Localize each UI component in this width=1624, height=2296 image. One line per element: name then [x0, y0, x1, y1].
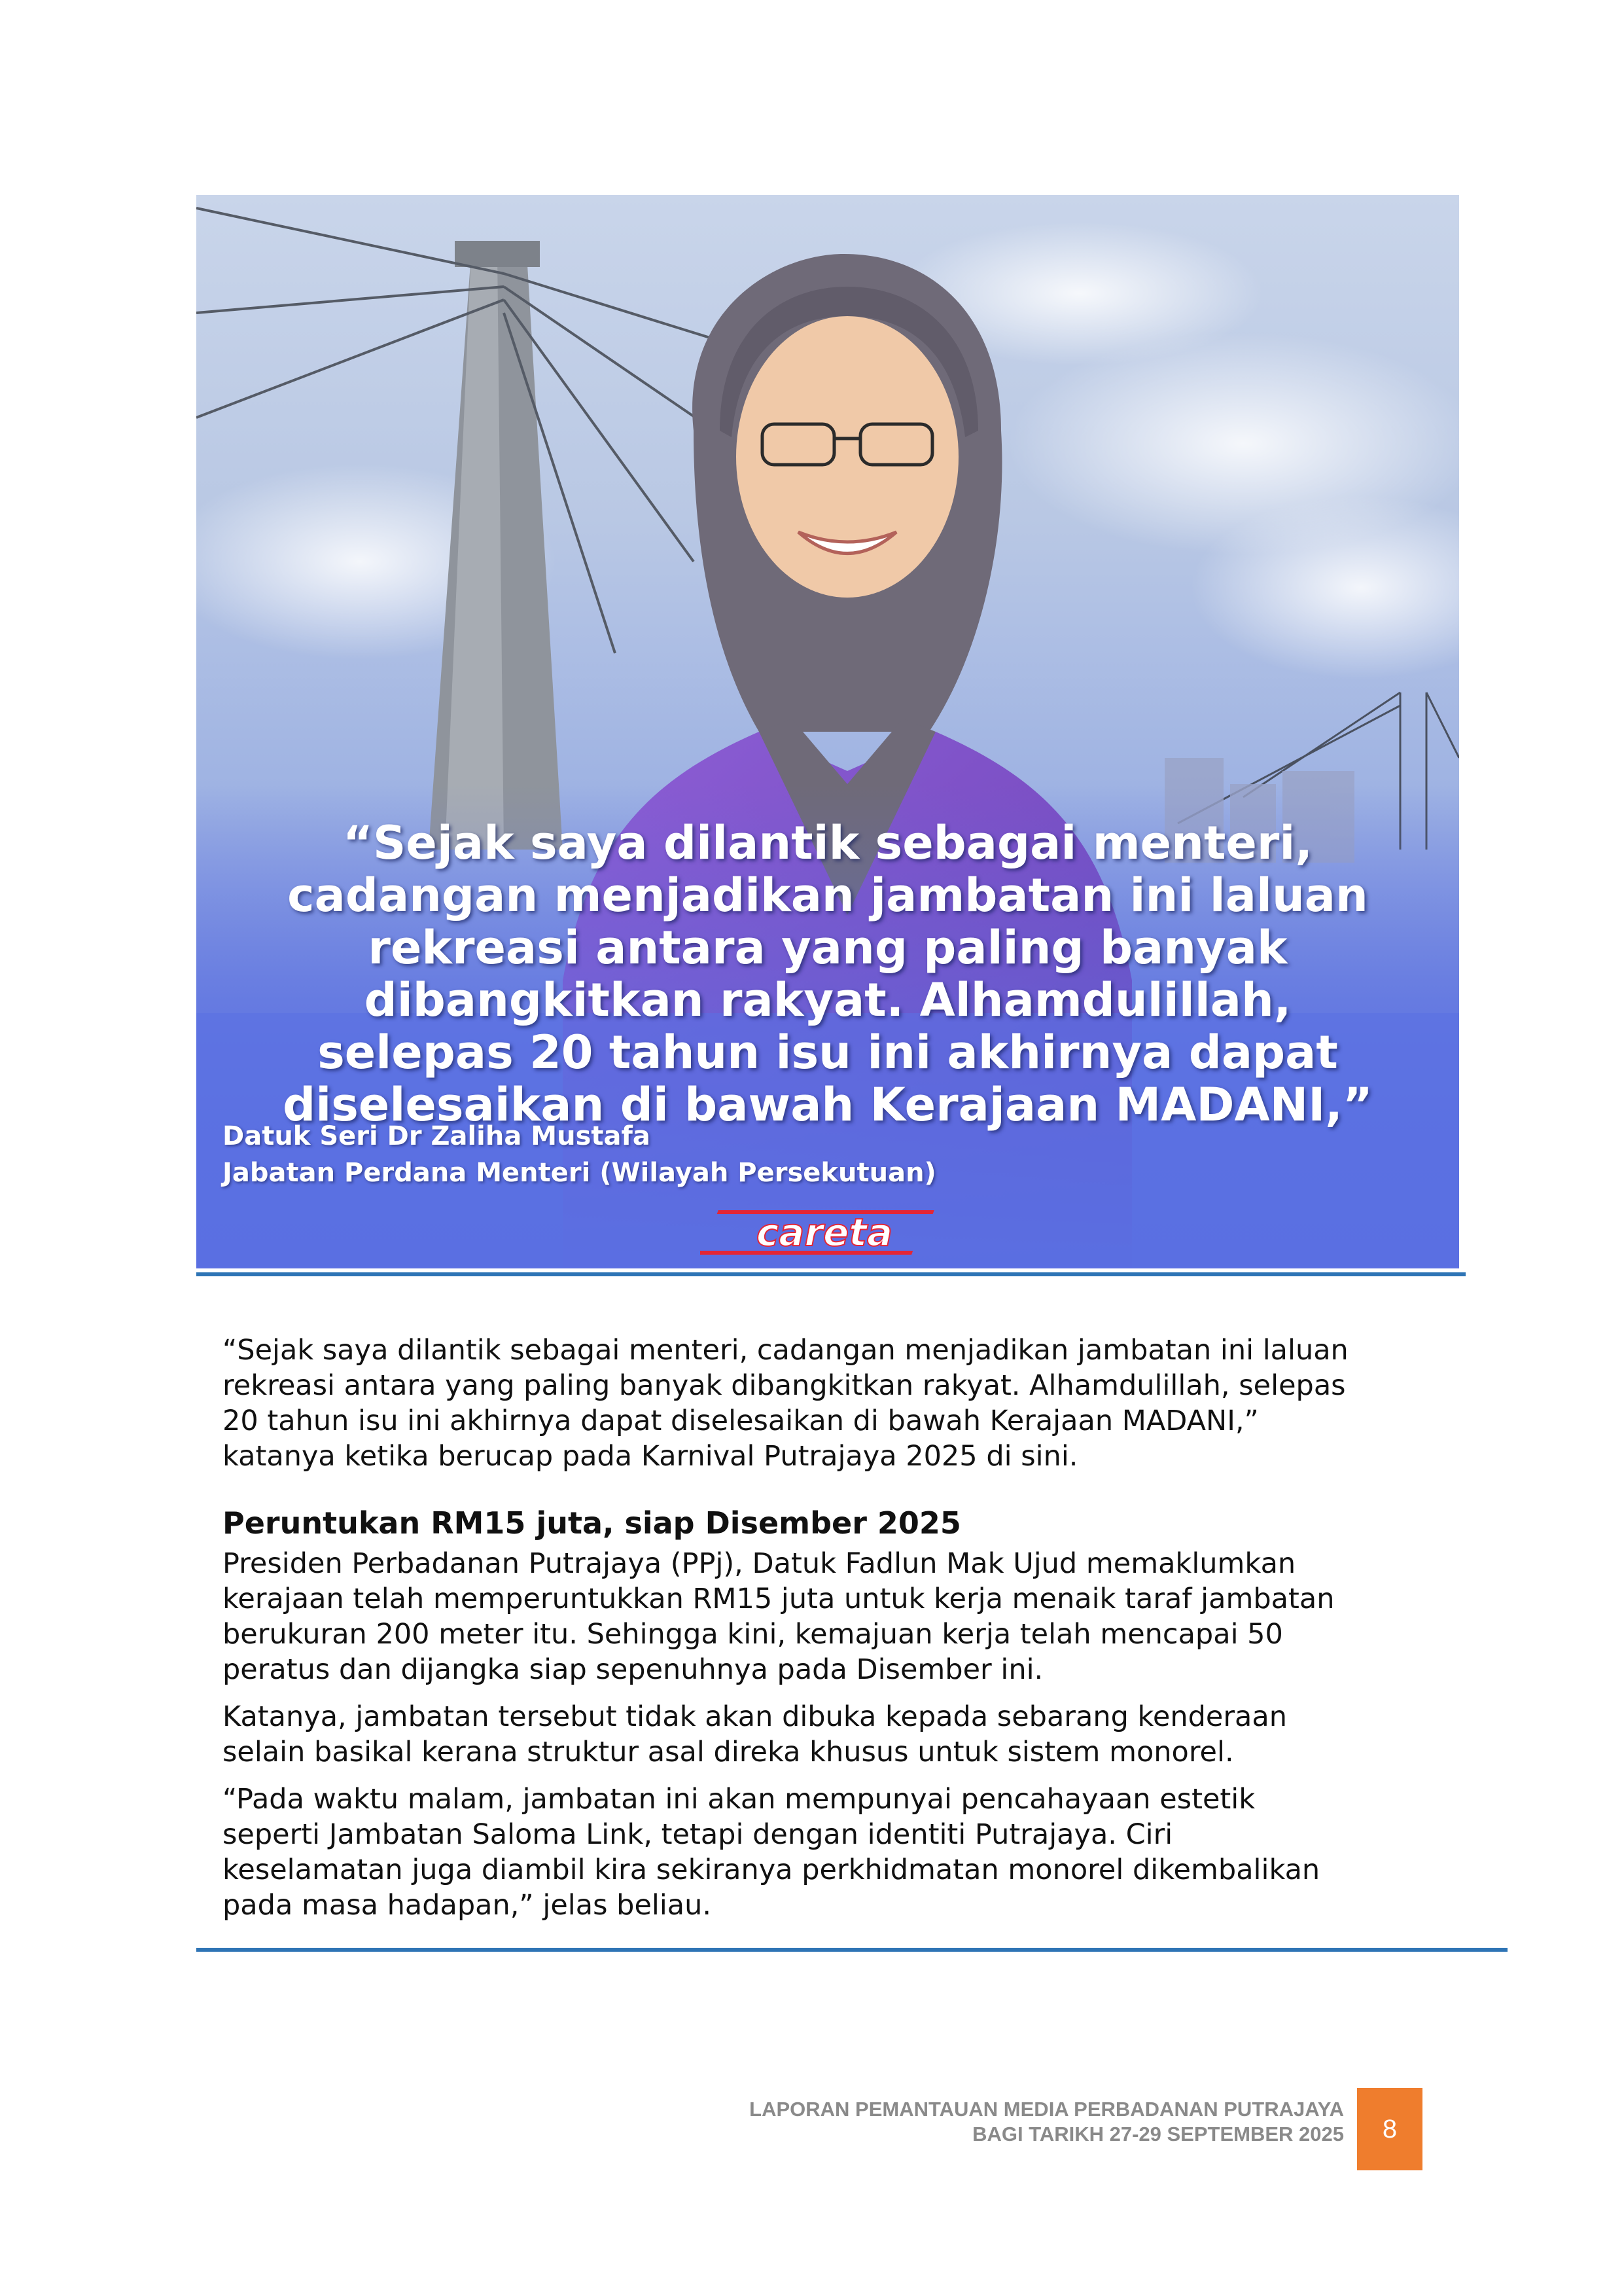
credit-role: Jabatan Perdana Menteri (Wilayah Persekutuan) — [222, 1158, 936, 1188]
paragraph-1 — [222, 1333, 1492, 1474]
paragraph-line: seperti Jambatan Saloma Link, tetapi dengan identiti Putrajaya. Ciri — [222, 1818, 1173, 1851]
hero-quote — [222, 817, 1433, 1131]
paragraph-line: Presiden Perbadanan Putrajaya (PPj), Datuk Fadlun Mak Ujud memaklumkan — [222, 1547, 1296, 1580]
hero-quote-line: diselesaikan di bawah Kerajaan MADANI,” — [283, 1078, 1373, 1132]
paragraph-line: “Pada waktu malam, jambatan ini akan mempunyai pencahayaan estetik — [222, 1783, 1256, 1816]
article-divider — [196, 1948, 1508, 1952]
footer-title — [749, 2097, 1344, 2147]
footer-line-1: LAPORAN PEMANTAUAN MEDIA PERBADANAN PUTRAJAYA — [749, 2098, 1344, 2121]
page-number-badge — [1357, 2088, 1422, 2170]
paragraph-2 — [222, 1546, 1492, 1687]
paragraph-line: keselamatan juga diambil kira sekiranya perkhidmatan monorel dikembalikan — [222, 1854, 1320, 1886]
hero-credit — [222, 1118, 936, 1191]
footer-line-2: BAGI TARIKH 27-29 SEPTEMBER 2025 — [972, 2123, 1344, 2145]
paragraph-line: pada masa hadapan,” jelas beliau. — [222, 1889, 712, 1922]
hero-quote-line: rekreasi antara yang paling banyak — [368, 921, 1288, 975]
hero-image — [196, 195, 1459, 1268]
paragraph-3 — [222, 1699, 1492, 1770]
hero-divider — [196, 1272, 1466, 1276]
paragraph-line: berukuran 200 meter itu. Sehingga kini, kemajuan kerja telah mencapai 50 — [222, 1618, 1283, 1651]
paragraph-line: peratus dan dijangka siap sepenuhnya pada Disember ini. — [222, 1653, 1044, 1686]
credit-name: Datuk Seri Dr Zaliha Mustafa — [222, 1121, 650, 1151]
paragraph-line: rekreasi antara yang paling banyak dibangkitkan rakyat. Alhamdulillah, selepas — [222, 1369, 1346, 1402]
hero-quote-line: dibangkitkan rakyat. Alhamdulillah, — [364, 973, 1292, 1027]
paragraph-line: selain basikal kerana struktur asal direka khusus untuk sistem monorel. — [222, 1736, 1234, 1768]
careta-logo-text: careta — [756, 1210, 893, 1255]
careta-logo — [700, 1206, 949, 1259]
paragraph-line: 20 tahun isu ini akhirnya dapat diselesaikan di bawah Kerajaan MADANI,” — [222, 1405, 1259, 1437]
section-heading-text: Peruntukan RM15 juta, siap Disember 2025 — [222, 1505, 961, 1541]
paragraph-line: kerajaan telah memperuntukkan RM15 juta untuk kerja menaik taraf jambatan — [222, 1583, 1335, 1615]
page-number: 8 — [1382, 2114, 1398, 2144]
paragraph-line: “Sejak saya dilantik sebagai menteri, cadangan menjadikan jambatan ini laluan — [222, 1334, 1349, 1367]
hero-quote-line: selepas 20 tahun isu ini akhirnya dapat — [317, 1026, 1338, 1079]
paragraph-line: Katanya, jambatan tersebut tidak akan dibuka kepada sebarang kenderaan — [222, 1700, 1288, 1733]
paragraph-line: katanya ketika berucap pada Karnival Putrajaya 2025 di sini. — [222, 1440, 1078, 1473]
paragraph-4 — [222, 1782, 1492, 1923]
hero-quote-line: cadangan menjadikan jambatan ini laluan — [287, 869, 1368, 922]
hero-quote-line: “Sejak saya dilantik sebagai menteri, — [342, 816, 1313, 870]
section-heading — [222, 1505, 1492, 1541]
